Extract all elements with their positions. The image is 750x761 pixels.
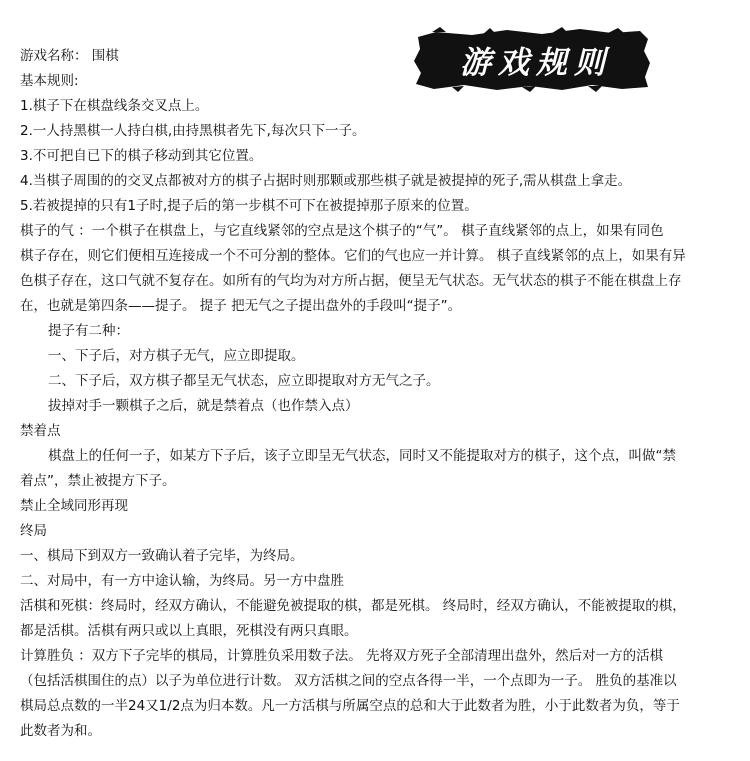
scoring-line: （包括活棋围住的点）以子为单位进行计数。 双方活棋之间的空点各得一半，一个点即为一子。 胜负的基准以: [20, 673, 677, 689]
basic-rules-list: [20, 94, 738, 219]
capture-types-heading: 提子有二种：: [48, 323, 129, 339]
alive-dead-line: 都是活棋。活棋有两只或以上真眼，死棋没有两只真眼。: [20, 623, 358, 639]
basic-rule-item: 1.棋子下在棋盘线条交叉点上。: [20, 98, 209, 114]
forbidden-point-line: 棋盘上的任何一子，如某方下子后，该子立即呈无气状态，同时又不能提取对方的棋子，这个点，叫做“禁: [48, 448, 676, 464]
end-game-section: [20, 519, 738, 594]
end-game-item: 一、棋局下到双方一致确认着子完毕，为终局。: [20, 548, 304, 564]
qi-paragraph-line: 色棋子存在，这口气就不复存在。如所有的气均为对方所占据，便呈无气状态。无气状态的棋子不能在棋盘上存: [20, 273, 682, 289]
rules-document: [20, 44, 738, 744]
forbidden-point-section: [20, 419, 738, 494]
qi-paragraph-line: 在，也就是第四条——提子。 提子 把无气之子提出盘外的手段叫“提子”。: [20, 298, 462, 314]
scoring-line: 棋局总点数的一半24又1/2点为归本数。凡一方活棋与所属空点的总和大于此数者为胜，小于此数者为负，等于: [20, 698, 680, 714]
scoring-section: [20, 644, 738, 744]
superko-heading: 禁止全域同形再现: [20, 498, 128, 514]
basic-rule-item: 3.不可把自已下的棋子移动到其它位置。: [20, 148, 263, 164]
qi-paragraph-line: 棋子的气 ：一个棋子在棋盘上，与它直线紧邻的空点是这个棋子的“气”。 棋子直线紧邻的点上，如果有同色: [20, 223, 664, 239]
qi-paragraph-line: 棋子存在，则它们便相互连接成一个不可分割的整体。它们的气也应一并计算。 棋子直线紧邻的点上，如果有异: [20, 248, 686, 264]
basic-rules-heading: 基本规则:: [20, 73, 79, 89]
basic-rule-item: 5.若被提掉的只有1子时,提子后的第一步棋不可下在被提掉那子原来的位置。: [20, 198, 478, 214]
basic-rule-item: 2.一人持黑棋一人持白棋,由持黑棋者先下,每次只下一子。: [20, 123, 366, 139]
capture-types-section: [20, 319, 738, 419]
scoring-line: 此数者为和。: [20, 723, 101, 739]
capture-type-item: 二、下子后，双方棋子都呈无气状态，应立即提取对方无气之子。: [48, 373, 440, 389]
end-game-item: 二、对局中，有一方中途认输，为终局。另一方中盘胜: [20, 573, 344, 589]
capture-note: 拔掉对手一颗棋子之后，就是禁着点（也作禁入点）: [48, 398, 359, 414]
game-name: 游戏名称： 围棋: [20, 48, 119, 64]
forbidden-point-heading: 禁着点: [20, 423, 61, 439]
forbidden-point-line: 着点”，禁止被提方下子。: [20, 473, 176, 489]
alive-dead-line: 活棋和死棋：终局时，经双方确认，不能避免被提取的棋，都是死棋。 终局时，经双方确认，不能被提取的棋，: [20, 598, 686, 614]
end-game-heading: 终局: [20, 523, 47, 539]
qi-section: [20, 219, 738, 319]
banner-title: 游戏规则: [460, 45, 612, 81]
scoring-line: 计算胜负 ：双方下子完毕的棋局，计算胜负采用数子法。 先将双方死子全部清理出盘外，然后对一方的活棋: [20, 648, 664, 664]
basic-rule-item: 4.当棋子周围的的交叉点都被对方的棋子占据时则那颗或那些棋子就是被提掉的死子,需从棋盘上拿走。: [20, 173, 632, 189]
alive-dead-section: [20, 594, 738, 644]
capture-type-item: 一、下子后，对方棋子无气，应立即提取。: [48, 348, 305, 364]
